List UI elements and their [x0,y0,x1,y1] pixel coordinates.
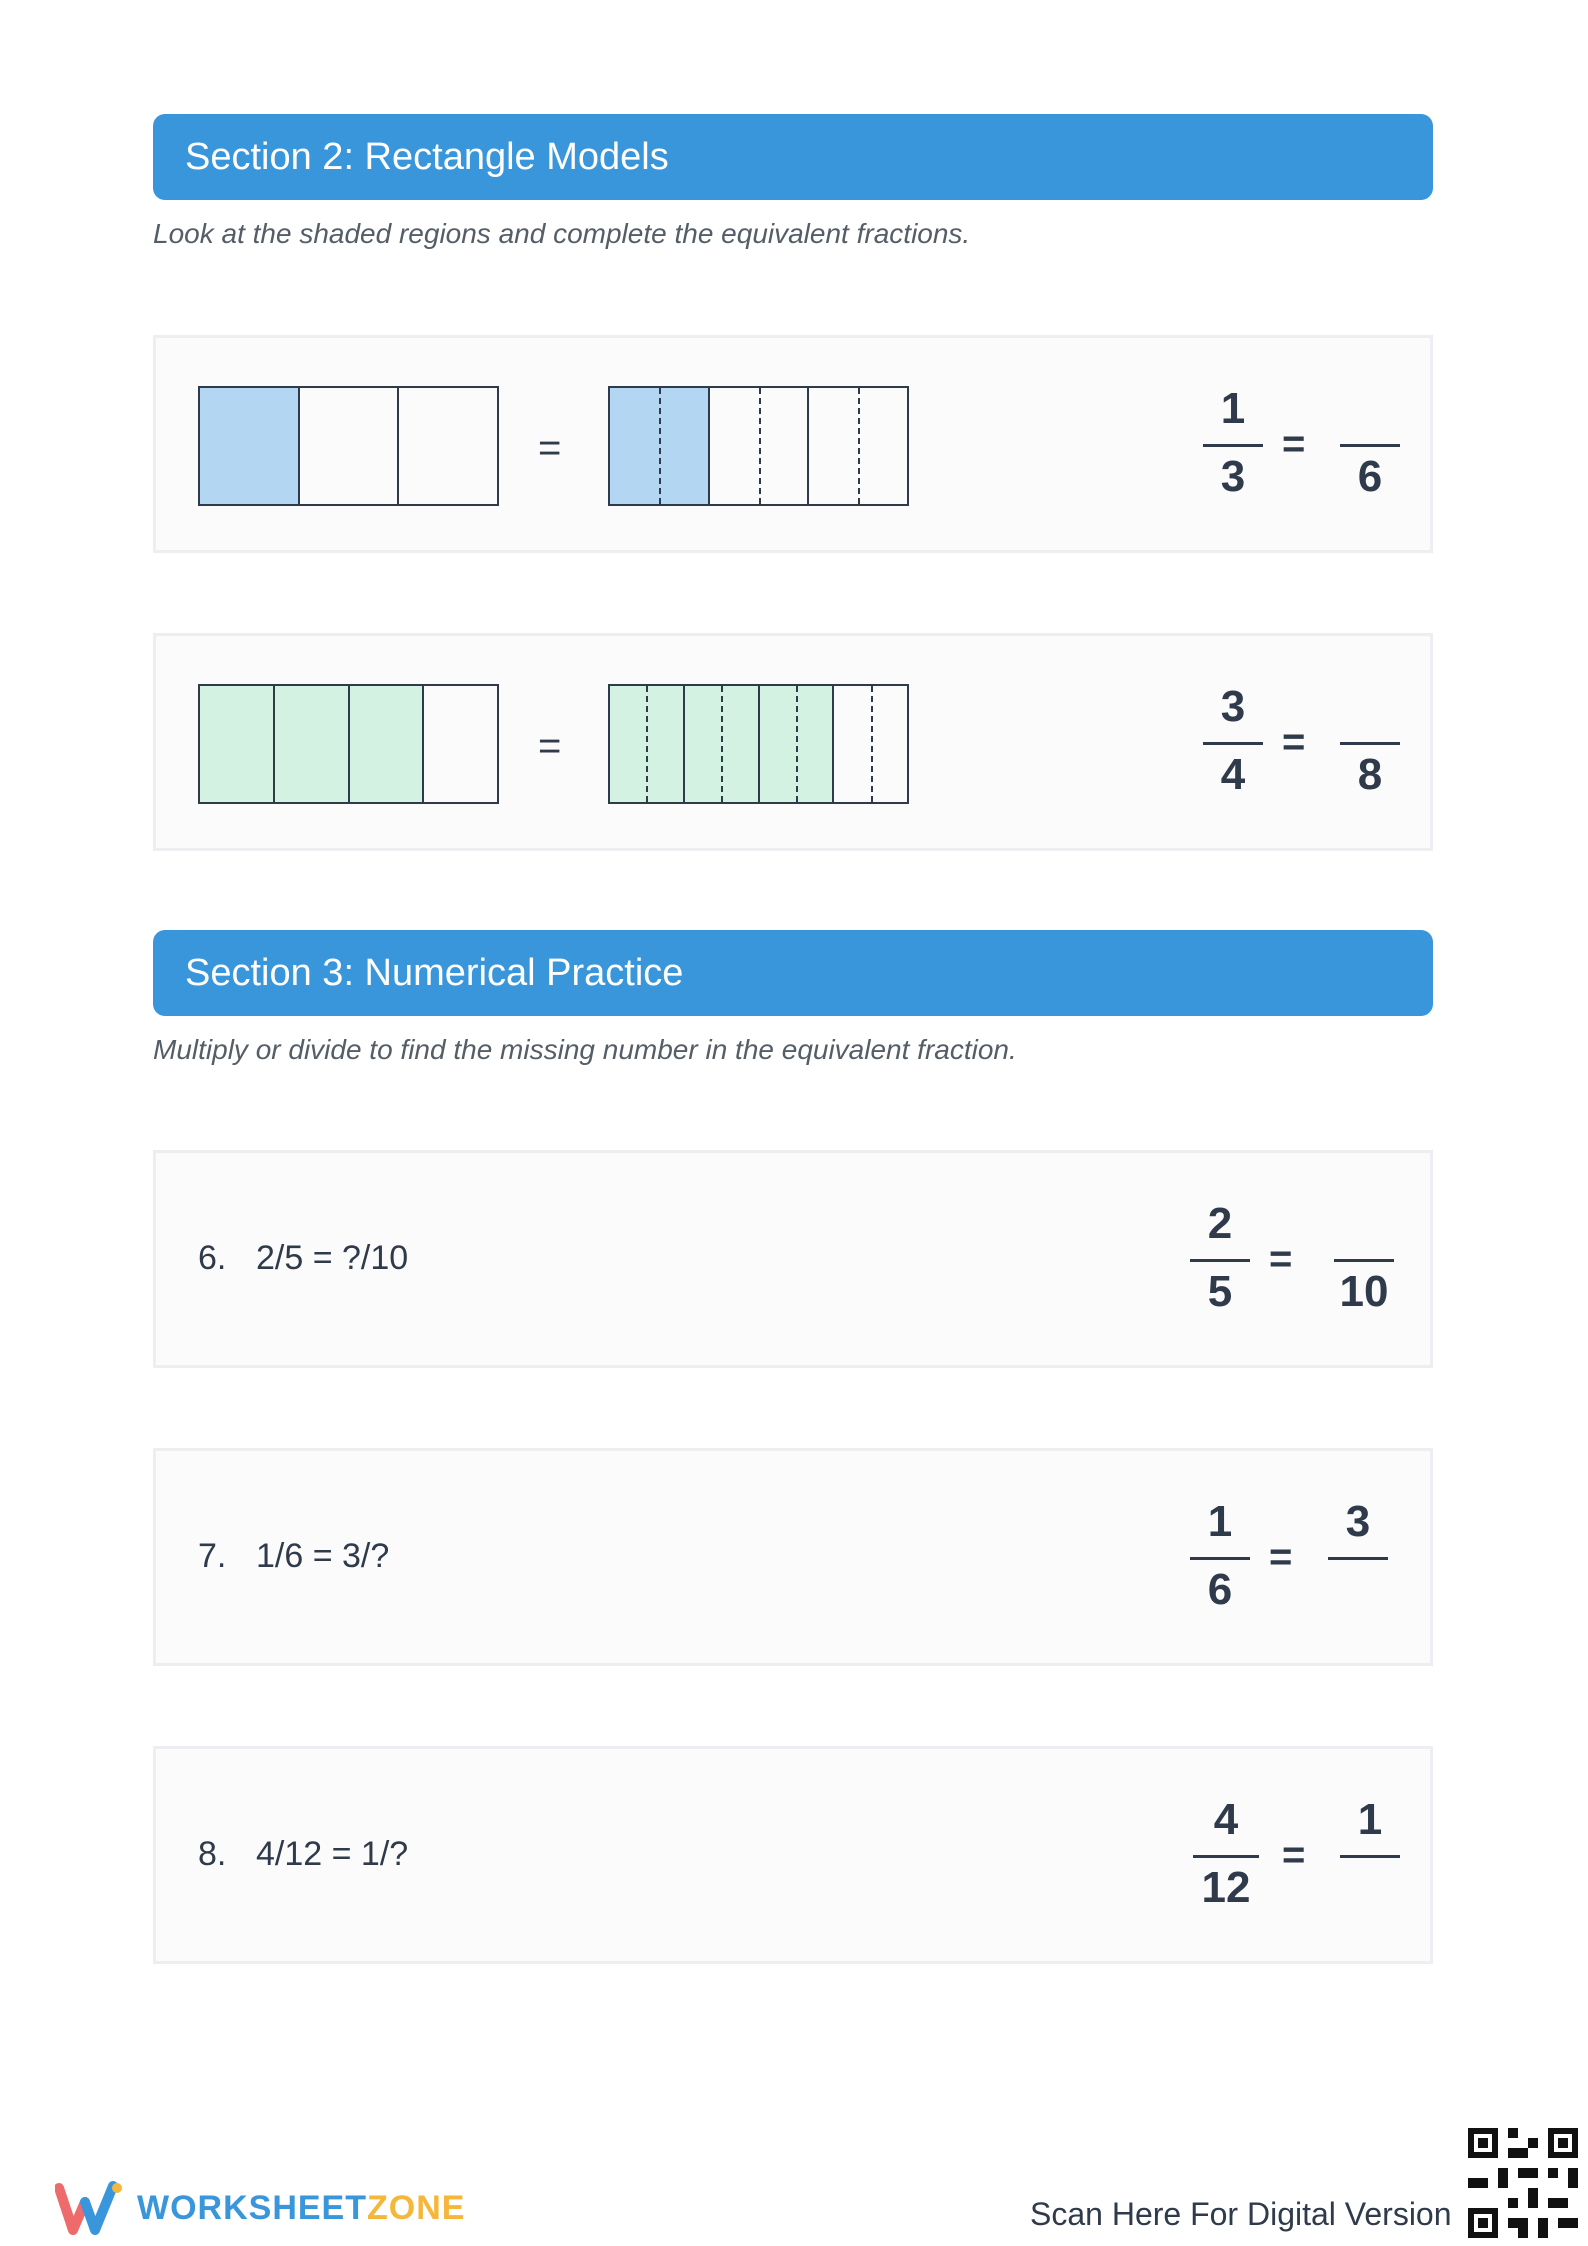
problem-text: 4/12 = 1/? [256,1835,409,1873]
model-cell [610,686,685,802]
fraction-numerator: 3 [1220,682,1246,731]
fraction-bar [1190,1557,1250,1560]
model-cell [300,388,400,504]
problem-text: 2/5 = ?/10 [256,1239,409,1277]
model-1-equals: = [538,426,562,470]
fraction-denominator: 4 [1220,750,1246,799]
rectangle-model-card-2 [153,633,1433,851]
section-2-instructions: Look at the shaded regions and complete the equivalent fractions. [153,218,971,249]
fraction-bar [1190,1259,1250,1262]
answer-denominator: 10 [1339,1267,1389,1316]
scan-caption: Scan Here For Digital Version [1030,2196,1452,2232]
rectangle-model-card-1 [153,335,1433,553]
problem-number: 8. [198,1835,227,1873]
fraction-denominator: 5 [1207,1267,1233,1316]
logo-text-worksheet: WORKSHEET [137,2188,367,2227]
problem-card-6 [153,1150,1433,1368]
answer-numerator: 3 [1345,1497,1371,1546]
problem-6-statement [198,1239,408,1278]
problem-number: 6. [198,1239,227,1277]
fraction-equals: = [1282,422,1306,466]
fraction-denominator: 6 [1207,1565,1233,1614]
model-cell [200,686,275,802]
fraction-bar [1203,742,1263,745]
answer-fraction-bar [1340,742,1400,745]
logo-text-zone: ZONE [367,2188,466,2227]
fraction-numerator: 2 [1207,1199,1233,1248]
model-cell [685,686,760,802]
answer-denominator: 8 [1357,750,1383,799]
model-1-left-rectangle [198,386,499,506]
model-cell [809,388,907,504]
problem-7-statement [198,1537,389,1576]
answer-fraction-bar [1328,1557,1388,1560]
section-2-header: Section 2: Rectangle Models [153,114,1433,200]
answer-fraction-bar [1340,1855,1400,1858]
model-cell [834,686,907,802]
answer-numerator: 1 [1357,1795,1383,1844]
fraction-equals: = [1282,720,1306,764]
model-1-right-rectangle [608,386,909,506]
problem-number: 7. [198,1537,227,1575]
fraction-denominator: 12 [1201,1863,1251,1912]
fraction-numerator: 1 [1220,384,1246,433]
problem-text: 1/6 = 3/? [256,1537,390,1575]
model-2-right-rectangle [608,684,909,804]
qr-code-icon[interactable] [1468,2128,1578,2238]
fraction-numerator: 1 [1207,1497,1233,1546]
model-cell [424,686,497,802]
model-2-left-rectangle [198,684,499,804]
model-cell [399,388,497,504]
model-cell [200,388,300,504]
problem-card-8 [153,1746,1433,1964]
fraction-equals: = [1269,1237,1293,1281]
answer-fraction-bar [1340,444,1400,447]
fraction-equals: = [1269,1535,1293,1579]
worksheetzone-logo[interactable] [55,2180,465,2236]
problem-card-7 [153,1448,1433,1666]
fraction-bar [1203,444,1263,447]
section-3-header: Section 3: Numerical Practice [153,930,1433,1016]
model-2-equals: = [538,724,562,768]
fraction-denominator: 3 [1220,452,1246,501]
section-3-instructions: Multiply or divide to find the missing number in the equivalent fraction. [153,1034,1017,1065]
model-cell [610,388,710,504]
answer-denominator: 6 [1357,452,1383,501]
w-logo-icon [55,2180,125,2236]
fraction-numerator: 4 [1213,1795,1239,1844]
problem-8-statement [198,1835,408,1874]
model-cell [350,686,425,802]
model-cell [275,686,350,802]
answer-fraction-bar [1334,1259,1394,1262]
model-cell [760,686,835,802]
model-cell [710,388,810,504]
fraction-equals: = [1282,1833,1306,1877]
fraction-bar [1193,1855,1259,1858]
